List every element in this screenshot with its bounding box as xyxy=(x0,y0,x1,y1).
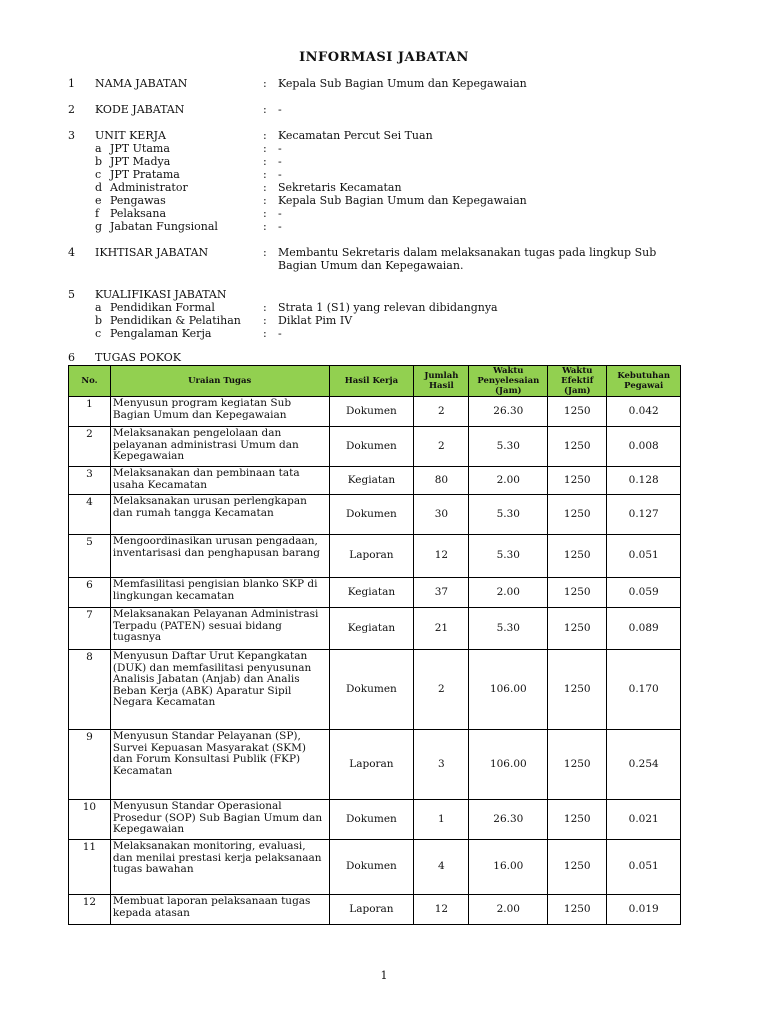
cell-kebutuhan: 0.254 xyxy=(607,730,681,800)
cell-kebutuhan: 0.059 xyxy=(607,578,681,608)
table-row xyxy=(69,467,681,495)
item-value: - xyxy=(278,142,282,155)
colon: : xyxy=(263,194,267,207)
cell-no: 2 xyxy=(69,427,111,467)
nama-jabatan-label: NAMA JABATAN xyxy=(95,77,188,90)
colon: : xyxy=(263,314,267,327)
table-row xyxy=(69,895,681,925)
cell-no: 6 xyxy=(69,578,111,608)
tugas-pokok-table xyxy=(68,365,681,925)
cell-waktu: 26.30 xyxy=(469,800,548,840)
cell-jumlah: 1 xyxy=(414,800,469,840)
table-row xyxy=(69,650,681,730)
item-letter: e xyxy=(95,194,102,207)
cell-waktu: 26.30 xyxy=(469,397,548,427)
cell-waktu: 2.00 xyxy=(469,895,548,925)
table-row xyxy=(69,800,681,840)
column-header-efektif: Waktu Efektif (Jam) xyxy=(548,366,607,397)
item-value: - xyxy=(278,327,282,340)
cell-kebutuhan: 0.127 xyxy=(607,495,681,535)
colon: : xyxy=(263,129,267,142)
unit-kerja-item xyxy=(0,194,768,208)
colon: : xyxy=(263,142,267,155)
item-label: JPT Madya xyxy=(110,155,171,168)
kode-jabatan-value: - xyxy=(278,103,282,116)
cell-uraian: Melaksanakan urusan perlengkapan dan rumah tangga Kecamatan xyxy=(110,495,329,535)
item-value: - xyxy=(278,155,282,168)
cell-no: 9 xyxy=(69,730,111,800)
kualifikasi-item xyxy=(0,314,768,328)
cell-uraian: Mengoordinasikan urusan pengadaan, inventarisasi dan penghapusan barang xyxy=(110,535,329,578)
cell-uraian: Melaksanakan dan pembinaan tata usaha Kecamatan xyxy=(110,467,329,495)
kualifikasi-item xyxy=(0,327,768,341)
cell-no: 5 xyxy=(69,535,111,578)
unit-kerja-label: UNIT KERJA xyxy=(95,129,166,142)
colon: : xyxy=(263,155,267,168)
colon: : xyxy=(263,77,267,90)
cell-hasil: Dokumen xyxy=(329,800,414,840)
cell-jumlah: 12 xyxy=(414,895,469,925)
cell-uraian: Menyusun Standar Operasional Prosedur (SOP) Sub Bagian Umum dan Kepegawaian xyxy=(110,800,329,840)
colon: : xyxy=(263,103,267,116)
cell-efektif: 1250 xyxy=(548,608,607,650)
cell-hasil: Dokumen xyxy=(329,427,414,467)
item-letter: g xyxy=(95,220,103,233)
page-title: INFORMASI JABATAN xyxy=(299,50,469,65)
colon: : xyxy=(263,181,267,194)
table-row xyxy=(69,535,681,578)
cell-waktu: 106.00 xyxy=(469,730,548,800)
column-header-uraian: Uraian Tugas xyxy=(110,366,329,397)
column-header-waktu: Waktu Penyelesaian (Jam) xyxy=(469,366,548,397)
cell-kebutuhan: 0.128 xyxy=(607,467,681,495)
kode-jabatan-label: KODE JABATAN xyxy=(95,103,185,116)
cell-jumlah: 21 xyxy=(414,608,469,650)
cell-jumlah: 2 xyxy=(414,650,469,730)
unit-kerja-item xyxy=(0,155,768,169)
kualifikasi-jabatan-label: KUALIFIKASI JABATAN xyxy=(95,288,227,301)
table-row xyxy=(69,427,681,467)
item-label: JPT Pratama xyxy=(110,168,180,181)
column-header-jumlah: Jumlah Hasil xyxy=(414,366,469,397)
nama-jabatan-value: Kepala Sub Bagian Umum dan Kepegawaian xyxy=(278,77,527,90)
cell-kebutuhan: 0.019 xyxy=(607,895,681,925)
cell-uraian: Melaksanakan pengelolaan dan pelayanan administrasi Umum dan Kepegawaian xyxy=(110,427,329,467)
tugas-pokok-row xyxy=(0,351,768,365)
cell-uraian: Melaksanakan Pelayanan Administrasi Terpadu (PATEN) sesuai bidang tugasnya xyxy=(110,608,329,650)
cell-jumlah: 80 xyxy=(414,467,469,495)
cell-hasil: Laporan xyxy=(329,730,414,800)
item-value: - xyxy=(278,220,282,233)
cell-waktu: 5.30 xyxy=(469,608,548,650)
cell-jumlah: 12 xyxy=(414,535,469,578)
cell-no: 7 xyxy=(69,608,111,650)
cell-jumlah: 3 xyxy=(414,730,469,800)
unit-kerja-item xyxy=(0,142,768,156)
cell-hasil: Dokumen xyxy=(329,650,414,730)
table-row xyxy=(69,495,681,535)
cell-jumlah: 4 xyxy=(414,840,469,895)
cell-hasil: Dokumen xyxy=(329,840,414,895)
item-label: Pelaksana xyxy=(110,207,167,220)
cell-uraian: Memfasilitasi pengisian blanko SKP di lingkungan kecamatan xyxy=(110,578,329,608)
kode-jabatan-row xyxy=(0,103,768,117)
ikhtisar-jabatan-label: IKHTISAR JABATAN xyxy=(95,246,209,259)
cell-no: 8 xyxy=(69,650,111,730)
cell-kebutuhan: 0.021 xyxy=(607,800,681,840)
cell-uraian: Menyusun program kegiatan Sub Bagian Umum dan Kepegawaian xyxy=(110,397,329,427)
cell-hasil: Kegiatan xyxy=(329,608,414,650)
cell-jumlah: 2 xyxy=(414,427,469,467)
cell-efektif: 1250 xyxy=(548,895,607,925)
cell-hasil: Laporan xyxy=(329,895,414,925)
cell-efektif: 1250 xyxy=(548,467,607,495)
table-row xyxy=(69,730,681,800)
cell-efektif: 1250 xyxy=(548,800,607,840)
item-label: Pengawas xyxy=(110,194,166,207)
cell-kebutuhan: 0.170 xyxy=(607,650,681,730)
section-number: 5 xyxy=(68,288,75,301)
item-label: Administrator xyxy=(110,181,188,194)
colon: : xyxy=(263,220,267,233)
item-value: - xyxy=(278,168,282,181)
unit-kerja-value: Kecamatan Percut Sei Tuan xyxy=(278,129,433,142)
cell-uraian: Menyusun Daftar Urut Kepangkatan (DUK) dan memfasilitasi penyusunan Analisis Jabatan (Anjab) dan Analis Beban Kerja (ABK) Aparatur Sipil Negara Kecamatan xyxy=(110,650,329,730)
table-header-row xyxy=(69,366,681,397)
cell-no: 4 xyxy=(69,495,111,535)
cell-efektif: 1250 xyxy=(548,578,607,608)
item-label: Pendidikan & Pelatihan xyxy=(110,314,241,327)
cell-hasil: Laporan xyxy=(329,535,414,578)
cell-kebutuhan: 0.051 xyxy=(607,840,681,895)
item-label: Pendidikan Formal xyxy=(110,301,215,314)
cell-efektif: 1250 xyxy=(548,840,607,895)
item-value: Diklat Pim IV xyxy=(278,314,353,327)
cell-jumlah: 30 xyxy=(414,495,469,535)
section-number: 4 xyxy=(68,246,75,259)
column-header-hasil: Hasil Kerja xyxy=(329,366,414,397)
cell-efektif: 1250 xyxy=(548,397,607,427)
nama-jabatan-row xyxy=(0,77,768,91)
cell-hasil: Dokumen xyxy=(329,397,414,427)
unit-kerja-row xyxy=(0,129,768,143)
item-letter: a xyxy=(95,301,102,314)
cell-waktu: 106.00 xyxy=(469,650,548,730)
cell-kebutuhan: 0.008 xyxy=(607,427,681,467)
cell-uraian: Menyusun Standar Pelayanan (SP), Survei Kepuasan Masyarakat (SKM) dan Forum Konsultasi Publik (FKP) Kecamatan xyxy=(110,730,329,800)
colon: : xyxy=(263,207,267,220)
section-number: 6 xyxy=(68,351,75,364)
cell-no: 10 xyxy=(69,800,111,840)
cell-waktu: 5.30 xyxy=(469,535,548,578)
cell-waktu: 5.30 xyxy=(469,427,548,467)
cell-hasil: Kegiatan xyxy=(329,578,414,608)
cell-jumlah: 2 xyxy=(414,397,469,427)
item-letter: c xyxy=(95,327,102,340)
unit-kerja-item xyxy=(0,181,768,195)
cell-no: 3 xyxy=(69,467,111,495)
item-letter: b xyxy=(95,314,103,327)
cell-no: 1 xyxy=(69,397,111,427)
item-value: Sekretaris Kecamatan xyxy=(278,181,402,194)
cell-waktu: 2.00 xyxy=(469,467,548,495)
item-label: JPT Utama xyxy=(110,142,170,155)
cell-efektif: 1250 xyxy=(548,427,607,467)
column-header-no: No. xyxy=(69,366,111,397)
kualifikasi-jabatan-row xyxy=(0,288,768,302)
column-header-kebutuhan: Kebutuhan Pegawai xyxy=(607,366,681,397)
cell-hasil: Dokumen xyxy=(329,495,414,535)
item-letter: c xyxy=(95,168,102,181)
item-letter: b xyxy=(95,155,103,168)
cell-kebutuhan: 0.089 xyxy=(607,608,681,650)
cell-waktu: 2.00 xyxy=(469,578,548,608)
item-value: - xyxy=(278,207,282,220)
cell-no: 12 xyxy=(69,895,111,925)
ikhtisar-jabatan-value: Membantu Sekretaris dalam melaksanakan tugas pada lingkup Sub Bagian Umum dan Kepegawaian. xyxy=(278,246,657,272)
unit-kerja-item xyxy=(0,168,768,182)
cell-waktu: 5.30 xyxy=(469,495,548,535)
colon: : xyxy=(263,168,267,181)
item-value: Strata 1 (S1) yang relevan dibidangnya xyxy=(278,301,498,314)
cell-jumlah: 37 xyxy=(414,578,469,608)
item-label: Pengalaman Kerja xyxy=(110,327,212,340)
cell-efektif: 1250 xyxy=(548,535,607,578)
colon: : xyxy=(263,246,267,259)
kualifikasi-item xyxy=(0,301,768,315)
unit-kerja-item xyxy=(0,220,768,234)
cell-no: 11 xyxy=(69,840,111,895)
page-number: 1 xyxy=(380,969,388,982)
cell-efektif: 1250 xyxy=(548,650,607,730)
cell-kebutuhan: 0.051 xyxy=(607,535,681,578)
table-row xyxy=(69,840,681,895)
tugas-pokok-label: TUGAS POKOK xyxy=(95,351,181,364)
colon: : xyxy=(263,301,267,314)
cell-efektif: 1250 xyxy=(548,495,607,535)
item-letter: d xyxy=(95,181,103,194)
cell-uraian: Melaksanakan monitoring, evaluasi, dan menilai prestasi kerja pelaksanaan tugas bawahan xyxy=(110,840,329,895)
unit-kerja-item xyxy=(0,207,768,221)
cell-efektif: 1250 xyxy=(548,730,607,800)
table-row xyxy=(69,397,681,427)
cell-kebutuhan: 0.042 xyxy=(607,397,681,427)
item-letter: a xyxy=(95,142,102,155)
item-label: Jabatan Fungsional xyxy=(110,220,218,233)
section-number: 1 xyxy=(68,77,75,90)
item-value: Kepala Sub Bagian Umum dan Kepegawaian xyxy=(278,194,527,207)
section-number: 2 xyxy=(68,103,75,116)
colon: : xyxy=(263,327,267,340)
item-letter: f xyxy=(95,207,100,220)
cell-hasil: Kegiatan xyxy=(329,467,414,495)
cell-uraian: Membuat laporan pelaksanaan tugas kepada atasan xyxy=(110,895,329,925)
table-row xyxy=(69,608,681,650)
table-row xyxy=(69,578,681,608)
section-number: 3 xyxy=(68,129,75,142)
cell-waktu: 16.00 xyxy=(469,840,548,895)
